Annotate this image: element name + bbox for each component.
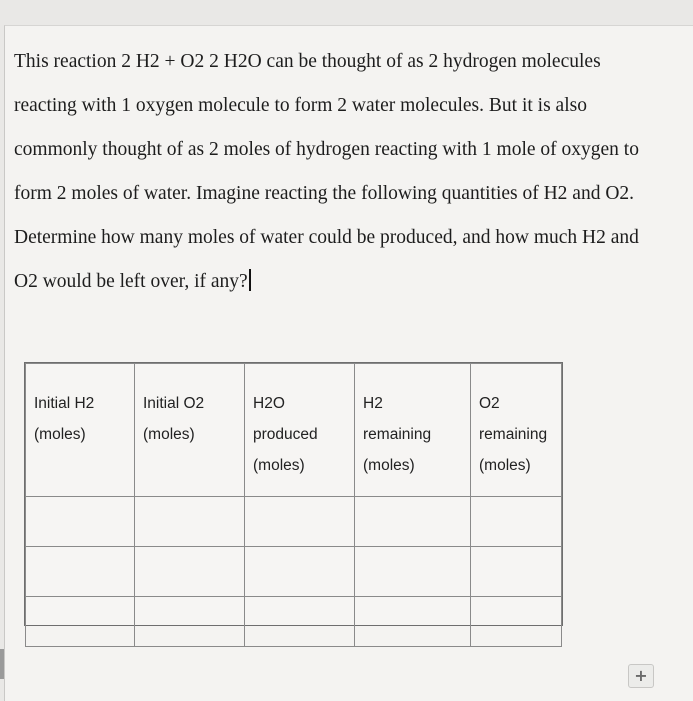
question-line-6[interactable] xyxy=(14,260,674,304)
header-h2o-produced xyxy=(245,364,355,497)
table-row xyxy=(26,547,562,597)
header-o2-remaining xyxy=(471,364,562,497)
header-h2-remaining xyxy=(355,364,471,497)
add-button[interactable] xyxy=(628,664,654,688)
table-cell[interactable] xyxy=(471,597,562,647)
table-cell[interactable] xyxy=(471,497,562,547)
table-cell[interactable] xyxy=(355,597,471,647)
table-cell[interactable] xyxy=(471,547,562,597)
header-text: (moles) xyxy=(34,426,86,443)
header-text: Initial H2 xyxy=(34,395,95,412)
header-text: (moles) xyxy=(479,457,531,474)
table-cell[interactable] xyxy=(245,547,355,597)
header-initial-o2 xyxy=(135,364,245,497)
header-text: produced xyxy=(253,426,318,443)
question-text xyxy=(14,40,674,304)
table-header-row xyxy=(26,364,562,497)
question-line-6-text: O2 would be left over, if any? xyxy=(14,271,248,292)
table-cell[interactable] xyxy=(135,497,245,547)
document-page xyxy=(4,25,693,701)
text-cursor xyxy=(249,269,251,291)
table-cell[interactable] xyxy=(355,547,471,597)
header-initial-h2 xyxy=(26,364,135,497)
table-cell[interactable] xyxy=(26,547,135,597)
question-line-2: reacting with 1 oxygen molecule to form 2 water molecules. But it is also xyxy=(14,95,587,116)
question-line-3: commonly thought of as 2 moles of hydrogen reacting with 1 mole of oxygen to xyxy=(14,139,639,160)
header-text: Initial O2 xyxy=(143,395,205,412)
header-text: remaining xyxy=(363,426,432,443)
table-row xyxy=(26,597,562,647)
answer-table xyxy=(24,362,563,626)
header-text: remaining xyxy=(479,426,548,443)
header-text: (moles) xyxy=(143,426,195,443)
question-line-1: This reaction 2 H2 + O2 2 H2O can be thought of as 2 hydrogen molecules xyxy=(14,51,601,72)
left-edge-marker xyxy=(0,649,4,679)
question-line-5: Determine how many moles of water could be produced, and how much H2 and xyxy=(14,227,639,248)
header-text: O2 xyxy=(479,395,500,412)
header-text: (moles) xyxy=(253,457,305,474)
header-text: H2 xyxy=(363,395,383,412)
table-cell[interactable] xyxy=(245,597,355,647)
table-cell[interactable] xyxy=(135,597,245,647)
table-cell[interactable] xyxy=(26,597,135,647)
table-cell[interactable] xyxy=(355,497,471,547)
table-row xyxy=(26,497,562,547)
table-cell[interactable] xyxy=(26,497,135,547)
question-line-4: form 2 moles of water. Imagine reacting the following quantities of H2 and O2. xyxy=(14,183,635,204)
header-text: (moles) xyxy=(363,457,415,474)
table-cell[interactable] xyxy=(245,497,355,547)
header-text: H2O xyxy=(253,395,285,412)
plus-icon: + xyxy=(634,666,648,685)
table-cell[interactable] xyxy=(135,547,245,597)
